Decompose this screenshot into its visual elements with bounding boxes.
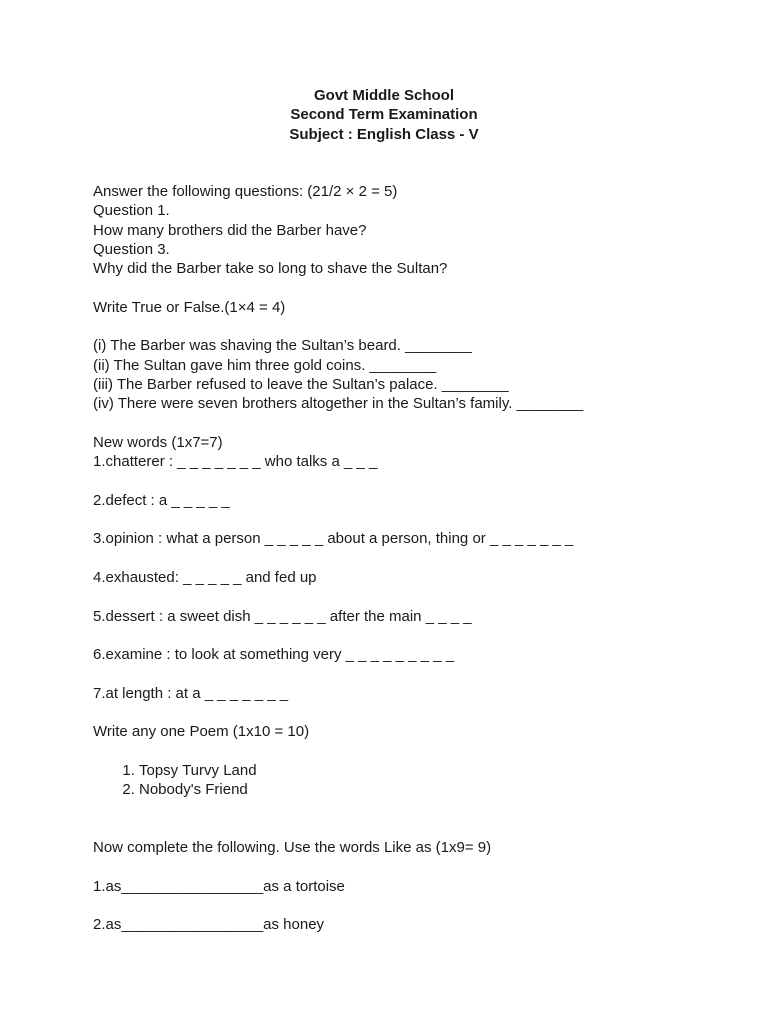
new-word-item: 2.defect : a _ _ _ _ _ bbox=[93, 491, 230, 509]
spacer bbox=[93, 471, 733, 490]
true-false-item: (iii) The Barber refused to leave the Sultan’s palace. ________ bbox=[93, 375, 509, 393]
spacer bbox=[93, 800, 733, 819]
exam-header bbox=[0, 86, 768, 144]
complete-instruction: Now complete the following. Use the words Like as (1x9= 9) bbox=[93, 839, 492, 857]
spacer bbox=[93, 896, 733, 915]
question-1-text: How many brothers did the Barber have? bbox=[93, 221, 367, 239]
spacer bbox=[93, 819, 733, 838]
spacer bbox=[93, 857, 733, 876]
subject-line: Subject : English Class - V bbox=[289, 125, 479, 143]
new-word-item: 5.dessert : a sweet dish _ _ _ _ _ _ after the main _ _ _ _ bbox=[93, 607, 472, 625]
poem-instruction: Write any one Poem (1x10 = 10) bbox=[93, 723, 310, 741]
true-false-instruction: Write True or False.(1×4 = 4) bbox=[93, 298, 286, 316]
spacer bbox=[93, 664, 733, 683]
spacer bbox=[93, 703, 733, 722]
new-word-item: 1.chatterer : _ _ _ _ _ _ _ who talks a _ _ _ bbox=[93, 453, 378, 471]
school-name: Govt Middle School bbox=[313, 87, 454, 104]
true-false-item: (ii) The Sultan gave him three gold coins. ________ bbox=[93, 356, 437, 374]
spacer bbox=[93, 317, 733, 336]
spacer bbox=[93, 587, 733, 606]
question-3-label: Question 3. bbox=[93, 240, 170, 258]
poem-list-item: 2. Nobody's Friend bbox=[139, 780, 733, 799]
true-false-item: (i) The Barber was shaving the Sultan’s beard. ________ bbox=[93, 337, 472, 355]
poem-list-item: 1. Topsy Turvy Land bbox=[139, 761, 733, 780]
answer-instruction: Answer the following questions: (21/2 × 2 = 5) bbox=[93, 183, 398, 200]
true-false-item: (iv) There were seven brothers altogether in the Sultan’s family. ________ bbox=[93, 395, 584, 413]
exam-content bbox=[93, 182, 733, 935]
spacer bbox=[93, 414, 733, 433]
complete-item: 1.as_________________as a tortoise bbox=[93, 877, 345, 895]
spacer bbox=[93, 626, 733, 645]
question-1-label: Question 1. bbox=[93, 202, 170, 220]
new-word-item: 6.examine : to look at something very _ _ _ _ _ _ _ _ _ bbox=[93, 646, 455, 664]
poem-list bbox=[93, 761, 733, 800]
new-word-item: 4.exhausted: _ _ _ _ _ and fed up bbox=[93, 568, 317, 586]
spacer bbox=[93, 742, 733, 761]
spacer bbox=[93, 278, 733, 297]
question-3-text: Why did the Barber take so long to shave the Sultan? bbox=[93, 260, 448, 278]
exam-title: Second Term Examination bbox=[290, 106, 478, 124]
spacer bbox=[93, 549, 733, 568]
new-word-item: 3.opinion : what a person _ _ _ _ _ about a person, thing or _ _ _ _ _ _ _ bbox=[93, 530, 574, 548]
new-word-item: 7.at length : at a _ _ _ _ _ _ _ bbox=[93, 684, 289, 702]
complete-item: 2.as_________________as honey bbox=[93, 916, 325, 934]
new-words-instruction: New words (1x7=7) bbox=[93, 433, 223, 451]
spacer bbox=[93, 510, 733, 529]
